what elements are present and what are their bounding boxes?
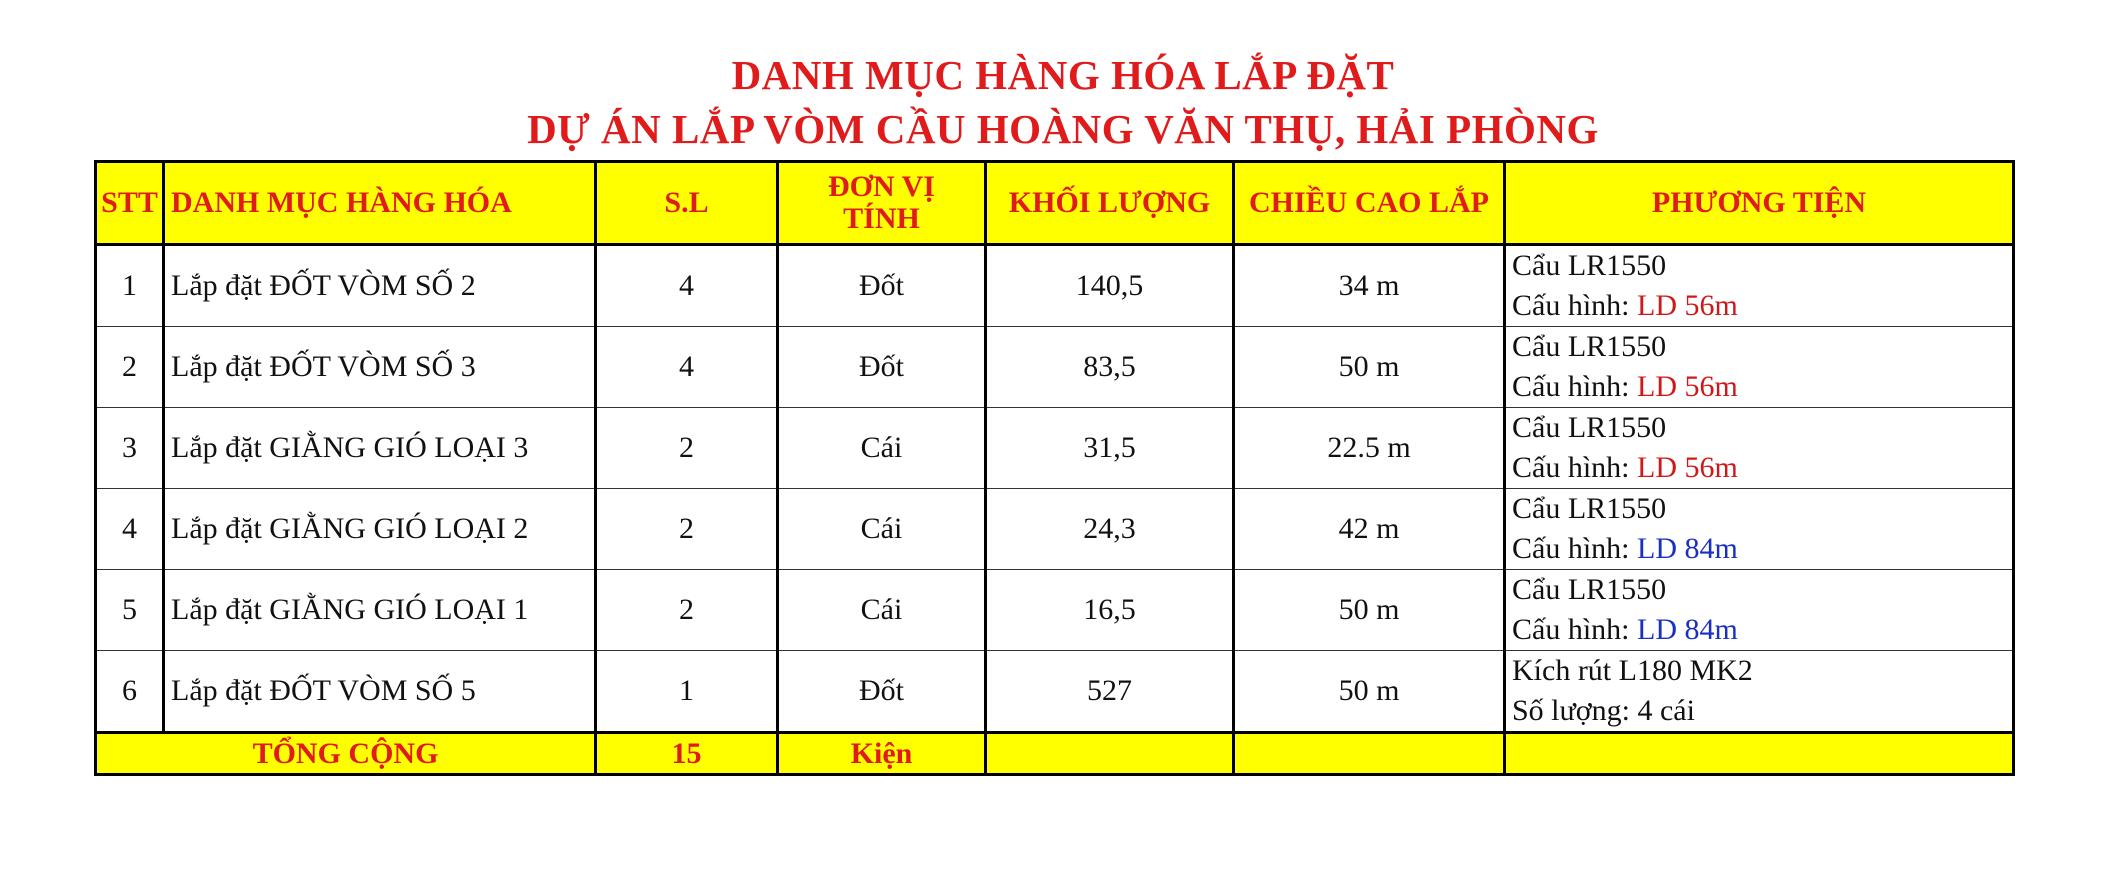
row-vehicle — [1505, 489, 2014, 570]
vehicle-name: Kích rút L180 MK2 — [1512, 654, 1753, 687]
row-height: 50 m — [1234, 651, 1505, 733]
vehicle-config — [1512, 610, 2012, 650]
vehicle-config-value: LD 56m — [1637, 289, 1738, 322]
row-stt: 5 — [96, 570, 164, 651]
vehicle-config-label: Cấu hình: — [1512, 613, 1637, 646]
header-qty: S.L — [596, 162, 778, 245]
total-row — [96, 733, 2014, 775]
row-weight: 16,5 — [986, 570, 1234, 651]
header-item: DANH MỤC HÀNG HÓA — [164, 162, 596, 245]
table-row — [96, 327, 2014, 408]
row-item: Lắp đặt GIẰNG GIÓ LOẠI 1 — [164, 570, 596, 651]
row-unit: Đốt — [778, 245, 986, 327]
header-unit-line-2: TÍNH — [843, 202, 920, 235]
row-qty: 2 — [596, 570, 778, 651]
row-weight: 31,5 — [986, 408, 1234, 489]
vehicle-config — [1512, 448, 2012, 488]
row-weight: 140,5 — [986, 245, 1234, 327]
header-height: CHIỀU CAO LẮP — [1234, 162, 1505, 245]
row-stt: 3 — [96, 408, 164, 489]
row-unit: Đốt — [778, 651, 986, 733]
table-header-row — [96, 162, 2014, 245]
row-vehicle — [1505, 245, 2014, 327]
vehicle-config-value: LD 84m — [1637, 532, 1738, 565]
vehicle-config-value: LD 84m — [1637, 613, 1738, 646]
row-item: Lắp đặt GIẰNG GIÓ LOẠI 3 — [164, 408, 596, 489]
row-stt: 2 — [96, 327, 164, 408]
total-unit: Kiện — [778, 733, 986, 775]
row-qty: 1 — [596, 651, 778, 733]
row-qty: 4 — [596, 245, 778, 327]
row-height: 22.5 m — [1234, 408, 1505, 489]
row-height: 50 m — [1234, 327, 1505, 408]
table-row — [96, 408, 2014, 489]
row-vehicle — [1505, 651, 2014, 733]
total-height-cell — [1234, 733, 1505, 775]
row-stt: 4 — [96, 489, 164, 570]
row-vehicle — [1505, 408, 2014, 489]
row-vehicle — [1505, 570, 2014, 651]
vehicle-name: Cẩu LR1550 — [1512, 573, 1667, 606]
row-height: 50 m — [1234, 570, 1505, 651]
row-weight: 83,5 — [986, 327, 1234, 408]
vehicle-config-value: LD 56m — [1637, 370, 1738, 403]
title-line-1: DANH MỤC HÀNG HÓA LẮP ĐẶT — [731, 52, 1395, 98]
vehicle-config-label: Cấu hình: — [1512, 451, 1637, 484]
goods-table — [94, 160, 2015, 776]
row-item: Lắp đặt ĐỐT VÒM SỐ 2 — [164, 245, 596, 327]
row-stt: 1 — [96, 245, 164, 327]
row-stt: 6 — [96, 651, 164, 733]
row-unit: Cái — [778, 570, 986, 651]
vehicle-name: Cẩu LR1550 — [1512, 330, 1667, 363]
header-unit-line-1: ĐƠN VỊ — [828, 170, 935, 203]
row-unit: Đốt — [778, 327, 986, 408]
vehicle-config — [1512, 286, 2012, 326]
row-height: 42 m — [1234, 489, 1505, 570]
table-row — [96, 489, 2014, 570]
table-row — [96, 245, 2014, 327]
total-qty: 15 — [596, 733, 778, 775]
header-weight: KHỐI LƯỢNG — [986, 162, 1234, 245]
vehicle-name: Cẩu LR1550 — [1512, 492, 1667, 525]
row-qty: 2 — [596, 408, 778, 489]
table-row — [96, 570, 2014, 651]
header-unit — [778, 162, 986, 245]
row-item: Lắp đặt ĐỐT VÒM SỐ 5 — [164, 651, 596, 733]
row-height: 34 m — [1234, 245, 1505, 327]
header-stt: STT — [96, 162, 164, 245]
row-item: Lắp đặt GIẰNG GIÓ LOẠI 2 — [164, 489, 596, 570]
vehicle-config-label: Cấu hình: — [1512, 532, 1637, 565]
vehicle-name: Cẩu LR1550 — [1512, 411, 1667, 444]
row-qty: 2 — [596, 489, 778, 570]
document-title — [0, 48, 2126, 156]
vehicle-config — [1512, 691, 2012, 731]
row-item: Lắp đặt ĐỐT VÒM SỐ 3 — [164, 327, 596, 408]
vehicle-config — [1512, 529, 2012, 569]
vehicle-config-label: Số lượng: 4 cái — [1512, 694, 1695, 727]
vehicle-config-label: Cấu hình: — [1512, 289, 1637, 322]
total-weight-cell — [986, 733, 1234, 775]
total-label: TỔNG CỘNG — [96, 733, 596, 775]
total-vehicle-cell — [1505, 733, 2014, 775]
title-line-2: DỰ ÁN LẮP VÒM CẦU HOÀNG VĂN THỤ, HẢI PHÒNG — [527, 106, 1599, 152]
row-unit: Cái — [778, 408, 986, 489]
table-row — [96, 651, 2014, 733]
vehicle-config-value: LD 56m — [1637, 451, 1738, 484]
row-unit: Cái — [778, 489, 986, 570]
vehicle-name: Cẩu LR1550 — [1512, 249, 1667, 282]
row-weight: 527 — [986, 651, 1234, 733]
vehicle-config-label: Cấu hình: — [1512, 370, 1637, 403]
row-vehicle — [1505, 327, 2014, 408]
row-qty: 4 — [596, 327, 778, 408]
row-weight: 24,3 — [986, 489, 1234, 570]
header-vehicle: PHƯƠNG TIỆN — [1505, 162, 2014, 245]
vehicle-config — [1512, 367, 2012, 407]
